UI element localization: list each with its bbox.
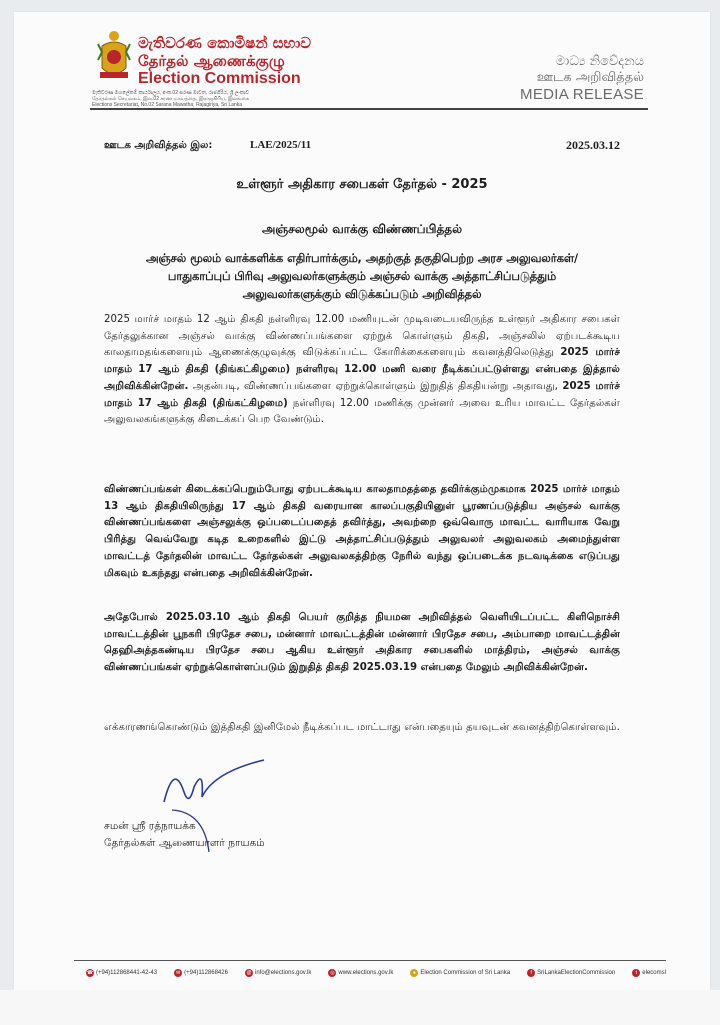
signatory-name: சமன் ஸ்ரீ ரத்நாயக்க bbox=[104, 820, 196, 832]
reference-label: ஊடக அறிவித்தல் இல: bbox=[104, 140, 213, 151]
footer-facebook-text: SriLankaElectionCommission bbox=[537, 970, 616, 976]
footer-divider bbox=[74, 960, 666, 961]
org-name-tamil: தேர்தல் ஆணைக்குழு bbox=[138, 52, 285, 70]
org-name-sinhala: මැතිවරණ කොමිෂන් සභාව bbox=[138, 34, 312, 52]
facebook-icon: f bbox=[527, 969, 535, 977]
footer-web-text: www.elections.gov.lk bbox=[338, 970, 394, 976]
email-icon: @ bbox=[246, 970, 252, 976]
footer-fax-text: (+94)112868426 bbox=[184, 970, 228, 976]
footer-phone-text: (+94)112868441-42-43 bbox=[96, 970, 158, 976]
footer-fax bbox=[174, 969, 228, 977]
document-page bbox=[14, 12, 710, 990]
signatory-title: தேர்தல்கள் ஆணையாளர் நாயகம் bbox=[104, 837, 265, 849]
phone-icon: ☎ bbox=[86, 970, 94, 976]
footer-twitter-text: elecomsl bbox=[642, 970, 666, 976]
footer-email-text: info@elections.gov.lk bbox=[255, 970, 312, 976]
footer-facebook[interactable] bbox=[527, 969, 615, 977]
address-tamil: தேர்தல்கள் செயலகம், இல.02 சரண மாவத்தை, இராஜகிரிய, இலங்கை bbox=[92, 96, 250, 102]
paragraph-4: எக்காரணங்கொண்டும் இத்திகதி இனிமேல் நீடிக்கப்பட மாட்டாது என்பதையும் தயவுடன் கவனத்திற்கொள்ளவும். bbox=[104, 722, 620, 733]
footer-web[interactable] bbox=[328, 969, 393, 977]
address-english: Elections Secretariat, No.02 Sarana Mawatha, Rajagiriya, Sri Lanka bbox=[92, 102, 243, 108]
fax-icon: ✉ bbox=[176, 970, 181, 976]
header-divider bbox=[90, 108, 648, 110]
globe-icon: ◎ bbox=[330, 970, 335, 976]
election-commission-emblem-icon bbox=[94, 28, 134, 86]
twitter-icon: t bbox=[632, 969, 640, 977]
paragraph-1-text-a: 2025 மார்ச் மாதம் 12 ஆம் திகதி நள்ளிரவு 12.00 மணியுடன் முடிவடையவிருந்த உள்ளூர் அதிகார சபைகள் தேர்தலுக்கான அஞ்சல் வாக்கு விண்ணப்பங்களை ஏற்றுக் கொள்ளும் திகதி, அஞ்சலில் ஏற்படக்கூடிய காலதாமதங்களையும் ஆணைக்குழுவுக்கு விடுக்கப்பட்ட கோரிக்கைகளையும் கவனத்திலெடுத்து bbox=[104, 314, 620, 359]
footer-email[interactable] bbox=[245, 969, 311, 977]
paragraph-1-bold-d: 2025 மார்ச் மாதம் 17 ஆம் திகதி (திங்கட்கிழமை) bbox=[104, 380, 621, 409]
emblem-small-icon: ● bbox=[410, 969, 418, 977]
footer-phone bbox=[86, 969, 157, 977]
paragraph-1-bold-b: 2025 மார்ச் மாதம் 17 ஆம் திகதி (திங்கட்கிழமை) நள்ளிரவு 12.00 மணி வரை நீடிக்கப்பட்டுள்ளது என்பதை இத்தால் அறிவிக்கின்றேன். bbox=[104, 347, 620, 392]
reference-number: LAE/2025/11 bbox=[250, 139, 312, 151]
address-sinhala: මැතිවරණ මහලේකම් කාර්යාලය, අංක.02 සරණ මාවත, රාජගිරිය, ශ්‍රී ලංකාව bbox=[92, 90, 250, 96]
paragraph-2: விண்ணப்பங்கள் கிடைக்கப்பெறும்போது ஏற்படக்கூடிய காலதாமதத்தை தவிர்க்கும்முகமாக 2025 மார்ச் மாதம் 13 ஆம் திகதியிலிருந்து 17 ஆம் திகதி வரையான காலப்பகுதியினுள் பூரணப்படுத்திய அஞ்சல் வாக்கு விண்ணப்பங்களை அஞ்சலுக்கு ஒப்படைப்பதைத் தவிர்த்து, அவற்றை ஒவ்வொரு மாவட்ட வாரியாக வேறு பிரித்து வெவ்வேறு கடித உறைகளில் இட்டு அத்தாட்சிப்படுத்தும் அலுவலர் அலுவலகம் அமைந்துள்ள மாவட்டத் தேர்தலின் மாவட்ட தேர்தல்கள் அலுவலகத்திற்கு நேரில் வந்து ஒப்படைக்க நடவடிக்கை எடுப்பது மிகவும் உகந்தது என்பதை அறிவிக்கின்றேன். bbox=[104, 484, 620, 579]
media-release-tamil: ஊடக அறிவித்தல் bbox=[536, 70, 644, 85]
release-date: 2025.03.12 bbox=[566, 138, 620, 152]
footer-contacts bbox=[86, 969, 666, 977]
paragraph-1-text-c: அதன்படி, விண்ணப்பங்களை ஏற்றுக்கொள்ளும் இறுதித் திகதியன்று அதாவது, bbox=[188, 380, 563, 392]
media-release-english: MEDIA RELEASE bbox=[520, 86, 644, 103]
main-title: உள்ளூர் அதிகார சபைகள் தேர்தல் - 2025 bbox=[236, 177, 488, 192]
org-name-english: Election Commission bbox=[138, 70, 301, 87]
bottom-strip bbox=[0, 990, 720, 1025]
footer-org bbox=[410, 969, 510, 977]
paragraph-1 bbox=[104, 312, 620, 429]
subtitle: அஞ்சல் மூலம் வாக்களிக்க எதிர்பார்க்கும், அதற்குத் தகுதிபெற்ற அரச அலுவலர்கள்/ பாதுகாப்புப் பிரிவு அலுவலர்களுக்கும் அஞ்சல் வாக்கு அத்தாட்சிப்படுத்தும் அலுவலர்களுக்கும் விடுக்கப்படும் அறிவித்தல் bbox=[145, 252, 579, 301]
footer-twitter[interactable] bbox=[632, 969, 666, 977]
paragraph-1-text-e: நள்ளிரவு 12.00 மணிக்கு முன்னர் அவை உரிய மாவட்ட தேர்தல்கள் அலுவலகங்களுக்கு கிடைக்கப் பெற வேண்டும். bbox=[104, 397, 620, 426]
media-release-sinhala: මාධ්‍ය නිවේදනය bbox=[555, 54, 644, 69]
topic-title: அஞ்சலமூல் வாக்கு விண்ணப்பித்தல் bbox=[261, 222, 463, 236]
paragraph-3: அதேபோல் 2025.03.10 ஆம் திகதி பெயர் குறித்த நியமன அறிவித்தல் வெளியிடப்பட்ட கிளிநொச்சி மாவட்டத்தின் பூநகரி பிரதேச சபை, மன்னார் மாவட்டத்தின் மன்னார் பிரதேச சபை, அம்பாறை மாவட்டத்தின் தெஹிஅத்தகண்டிய பிரதேச சபை ஆகிய உள்ளூர் அதிகார சபைகளில் மாத்திரம், அஞ்சல் வாக்கு விண்ணப்பங்கள் ஏற்றுக்கொள்ளப்படும் இறுதித் திகதி 2025.03.19 என்பதை மேலும் அறிவிக்கின்றேன். bbox=[104, 612, 620, 674]
footer-org-text: Election Commission of Sri Lanka bbox=[420, 970, 511, 976]
